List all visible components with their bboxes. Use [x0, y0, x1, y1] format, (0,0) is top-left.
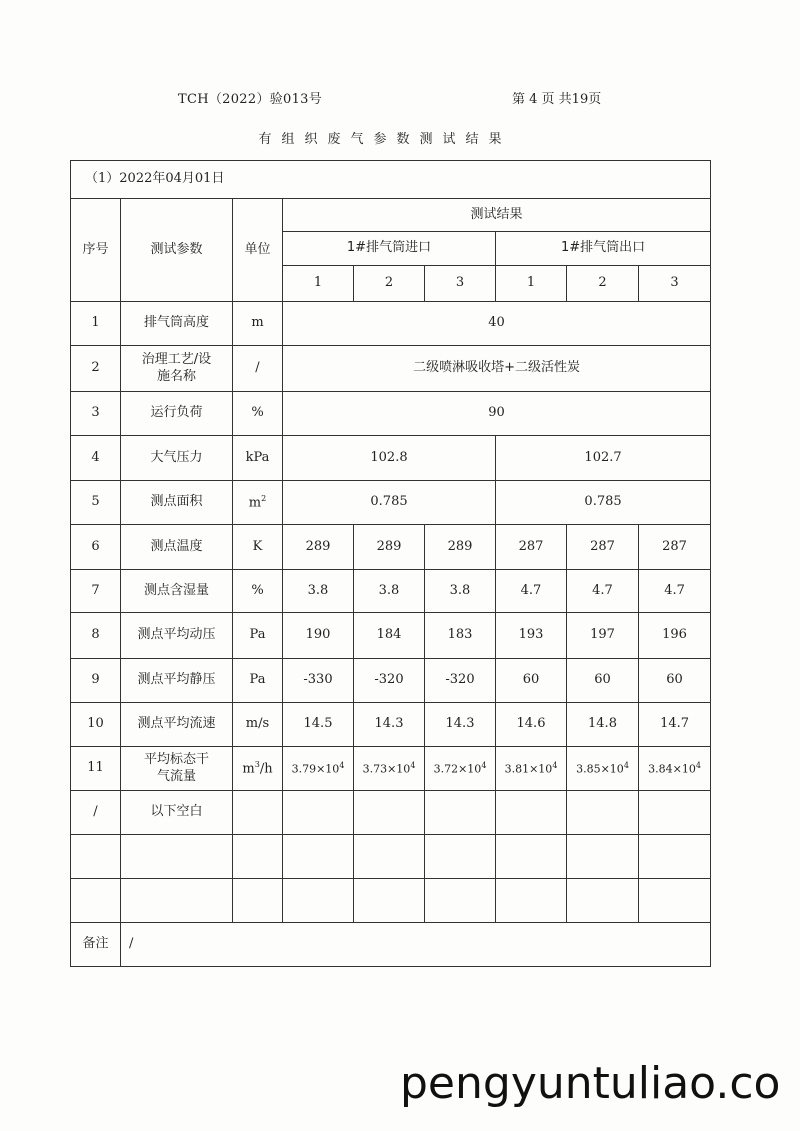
- cell-value: 14.6: [496, 703, 567, 747]
- row-unit: K: [233, 525, 283, 570]
- cell-value: $3.84\times 10^4$: [639, 747, 711, 791]
- cell-value: 4.7: [567, 570, 639, 613]
- empty-cell: [567, 791, 639, 835]
- header-outlet: 1#排气筒出口: [496, 232, 711, 266]
- sub-header: 3: [425, 266, 496, 302]
- sub-header: 3: [639, 266, 711, 302]
- cell-value: 14.7: [639, 703, 711, 747]
- row-number: 7: [71, 570, 121, 613]
- row-param: 测点温度: [121, 525, 233, 570]
- cell-value: 183: [425, 613, 496, 659]
- header-param: 测试参数: [121, 199, 233, 302]
- cell-value: 14.3: [354, 703, 425, 747]
- empty-row: [71, 835, 711, 879]
- row-param: 测点平均静压: [121, 659, 233, 703]
- parameter-table: [70, 160, 711, 967]
- cell-value: 190: [283, 613, 354, 659]
- cell-value: 4.7: [639, 570, 711, 613]
- cell-value: 14.8: [567, 703, 639, 747]
- row-number: 2: [71, 346, 121, 392]
- table-row: [71, 346, 711, 392]
- cell-value: 60: [496, 659, 567, 703]
- table-row: [71, 525, 711, 570]
- row-unit: Pa: [233, 659, 283, 703]
- cell-value: -320: [425, 659, 496, 703]
- cell-value: 3.8: [283, 570, 354, 613]
- row-unit: m/s: [233, 703, 283, 747]
- cell-value: -330: [283, 659, 354, 703]
- empty-cell: [639, 791, 711, 835]
- cell-value: 4.7: [496, 570, 567, 613]
- row-param: 测点面积: [121, 481, 233, 525]
- row-param: 治理工艺/设施名称: [121, 346, 233, 392]
- watermark-text: pengyuntuliao.co: [400, 1058, 781, 1109]
- row-value: 90: [283, 392, 711, 436]
- sub-header: 2: [567, 266, 639, 302]
- row-param: 运行负荷: [121, 392, 233, 436]
- cell-value: 14.5: [283, 703, 354, 747]
- row-unit: Pa: [233, 613, 283, 659]
- empty-cell: [425, 791, 496, 835]
- row-number: 6: [71, 525, 121, 570]
- cell-value: $3.81\times 10^4$: [496, 747, 567, 791]
- empty-cell: [233, 791, 283, 835]
- cell-value: 60: [567, 659, 639, 703]
- cell-value: 3.8: [354, 570, 425, 613]
- date-row: （1）2022年04月01日: [71, 161, 711, 199]
- cell-value: -320: [354, 659, 425, 703]
- empty-cell: [354, 791, 425, 835]
- cell-value: 289: [425, 525, 496, 570]
- table-row: [71, 613, 711, 659]
- row-param: 平均标态干气流量: [121, 747, 233, 791]
- row-unit: $m^3/h$: [233, 747, 283, 791]
- row-number: 1: [71, 302, 121, 346]
- row-param: 大气压力: [121, 436, 233, 481]
- cell-value: $3.79\times 10^4$: [283, 747, 354, 791]
- cell-value: 289: [283, 525, 354, 570]
- row-unit: m: [233, 302, 283, 346]
- row-param: 测点平均流速: [121, 703, 233, 747]
- row-number: 11: [71, 747, 121, 791]
- empty-row: [71, 879, 711, 923]
- row-number: /: [71, 791, 121, 835]
- header-results: 测试结果: [283, 199, 711, 232]
- header-inlet: 1#排气筒进口: [283, 232, 496, 266]
- cell-value: $3.73\times 10^4$: [354, 747, 425, 791]
- sub-header: 1: [283, 266, 354, 302]
- table-row: [71, 481, 711, 525]
- cell-value: 287: [639, 525, 711, 570]
- cell-value: 197: [567, 613, 639, 659]
- row-param: 测点平均动压: [121, 613, 233, 659]
- row-unit: /: [233, 346, 283, 392]
- row-value: 二级喷淋吸收塔+二级活性炭: [283, 346, 711, 392]
- row-param: 排气筒高度: [121, 302, 233, 346]
- row-number: 10: [71, 703, 121, 747]
- row-number: 8: [71, 613, 121, 659]
- table-row: [71, 703, 711, 747]
- table-row: [71, 302, 711, 346]
- remark-row: [71, 923, 711, 967]
- table-row: [71, 570, 711, 613]
- cell-value: 287: [567, 525, 639, 570]
- row-unit: %: [233, 570, 283, 613]
- table-row: [71, 791, 711, 835]
- row-number: 5: [71, 481, 121, 525]
- page-title: 有组织废气参数测试结果: [258, 132, 512, 147]
- row-outlet-value: 102.7: [496, 436, 711, 481]
- row-number: 3: [71, 392, 121, 436]
- row-inlet-value: 0.785: [283, 481, 496, 525]
- row-param: 以下空白: [121, 791, 233, 835]
- row-inlet-value: 102.8: [283, 436, 496, 481]
- header-seq: 序号: [71, 199, 121, 302]
- row-number: 9: [71, 659, 121, 703]
- row-unit: %: [233, 392, 283, 436]
- row-outlet-value: 0.785: [496, 481, 711, 525]
- cell-value: $3.85\times 10^4$: [567, 747, 639, 791]
- cell-value: $3.72\times 10^4$: [425, 747, 496, 791]
- remark-label: 备注: [71, 923, 121, 967]
- empty-cell: [496, 791, 567, 835]
- cell-value: 193: [496, 613, 567, 659]
- table-row: [71, 747, 711, 791]
- row-unit: $m^2$: [233, 481, 283, 525]
- cell-value: 184: [354, 613, 425, 659]
- table-row: [71, 659, 711, 703]
- row-param: 测点含湿量: [121, 570, 233, 613]
- row-value: 40: [283, 302, 711, 346]
- cell-value: 287: [496, 525, 567, 570]
- cell-value: 289: [354, 525, 425, 570]
- page-info: 第 4 页 共19页: [512, 92, 602, 107]
- table-row: [71, 392, 711, 436]
- sub-header: 2: [354, 266, 425, 302]
- report-number: TCH（2022）验013号: [178, 92, 323, 107]
- empty-cell: [283, 791, 354, 835]
- row-number: 4: [71, 436, 121, 481]
- sub-header: 1: [496, 266, 567, 302]
- cell-value: 14.3: [425, 703, 496, 747]
- table-row: [71, 436, 711, 481]
- row-unit: kPa: [233, 436, 283, 481]
- remark-value: /: [121, 923, 711, 967]
- cell-value: 3.8: [425, 570, 496, 613]
- header-unit: 单位: [233, 199, 283, 302]
- cell-value: 196: [639, 613, 711, 659]
- cell-value: 60: [639, 659, 711, 703]
